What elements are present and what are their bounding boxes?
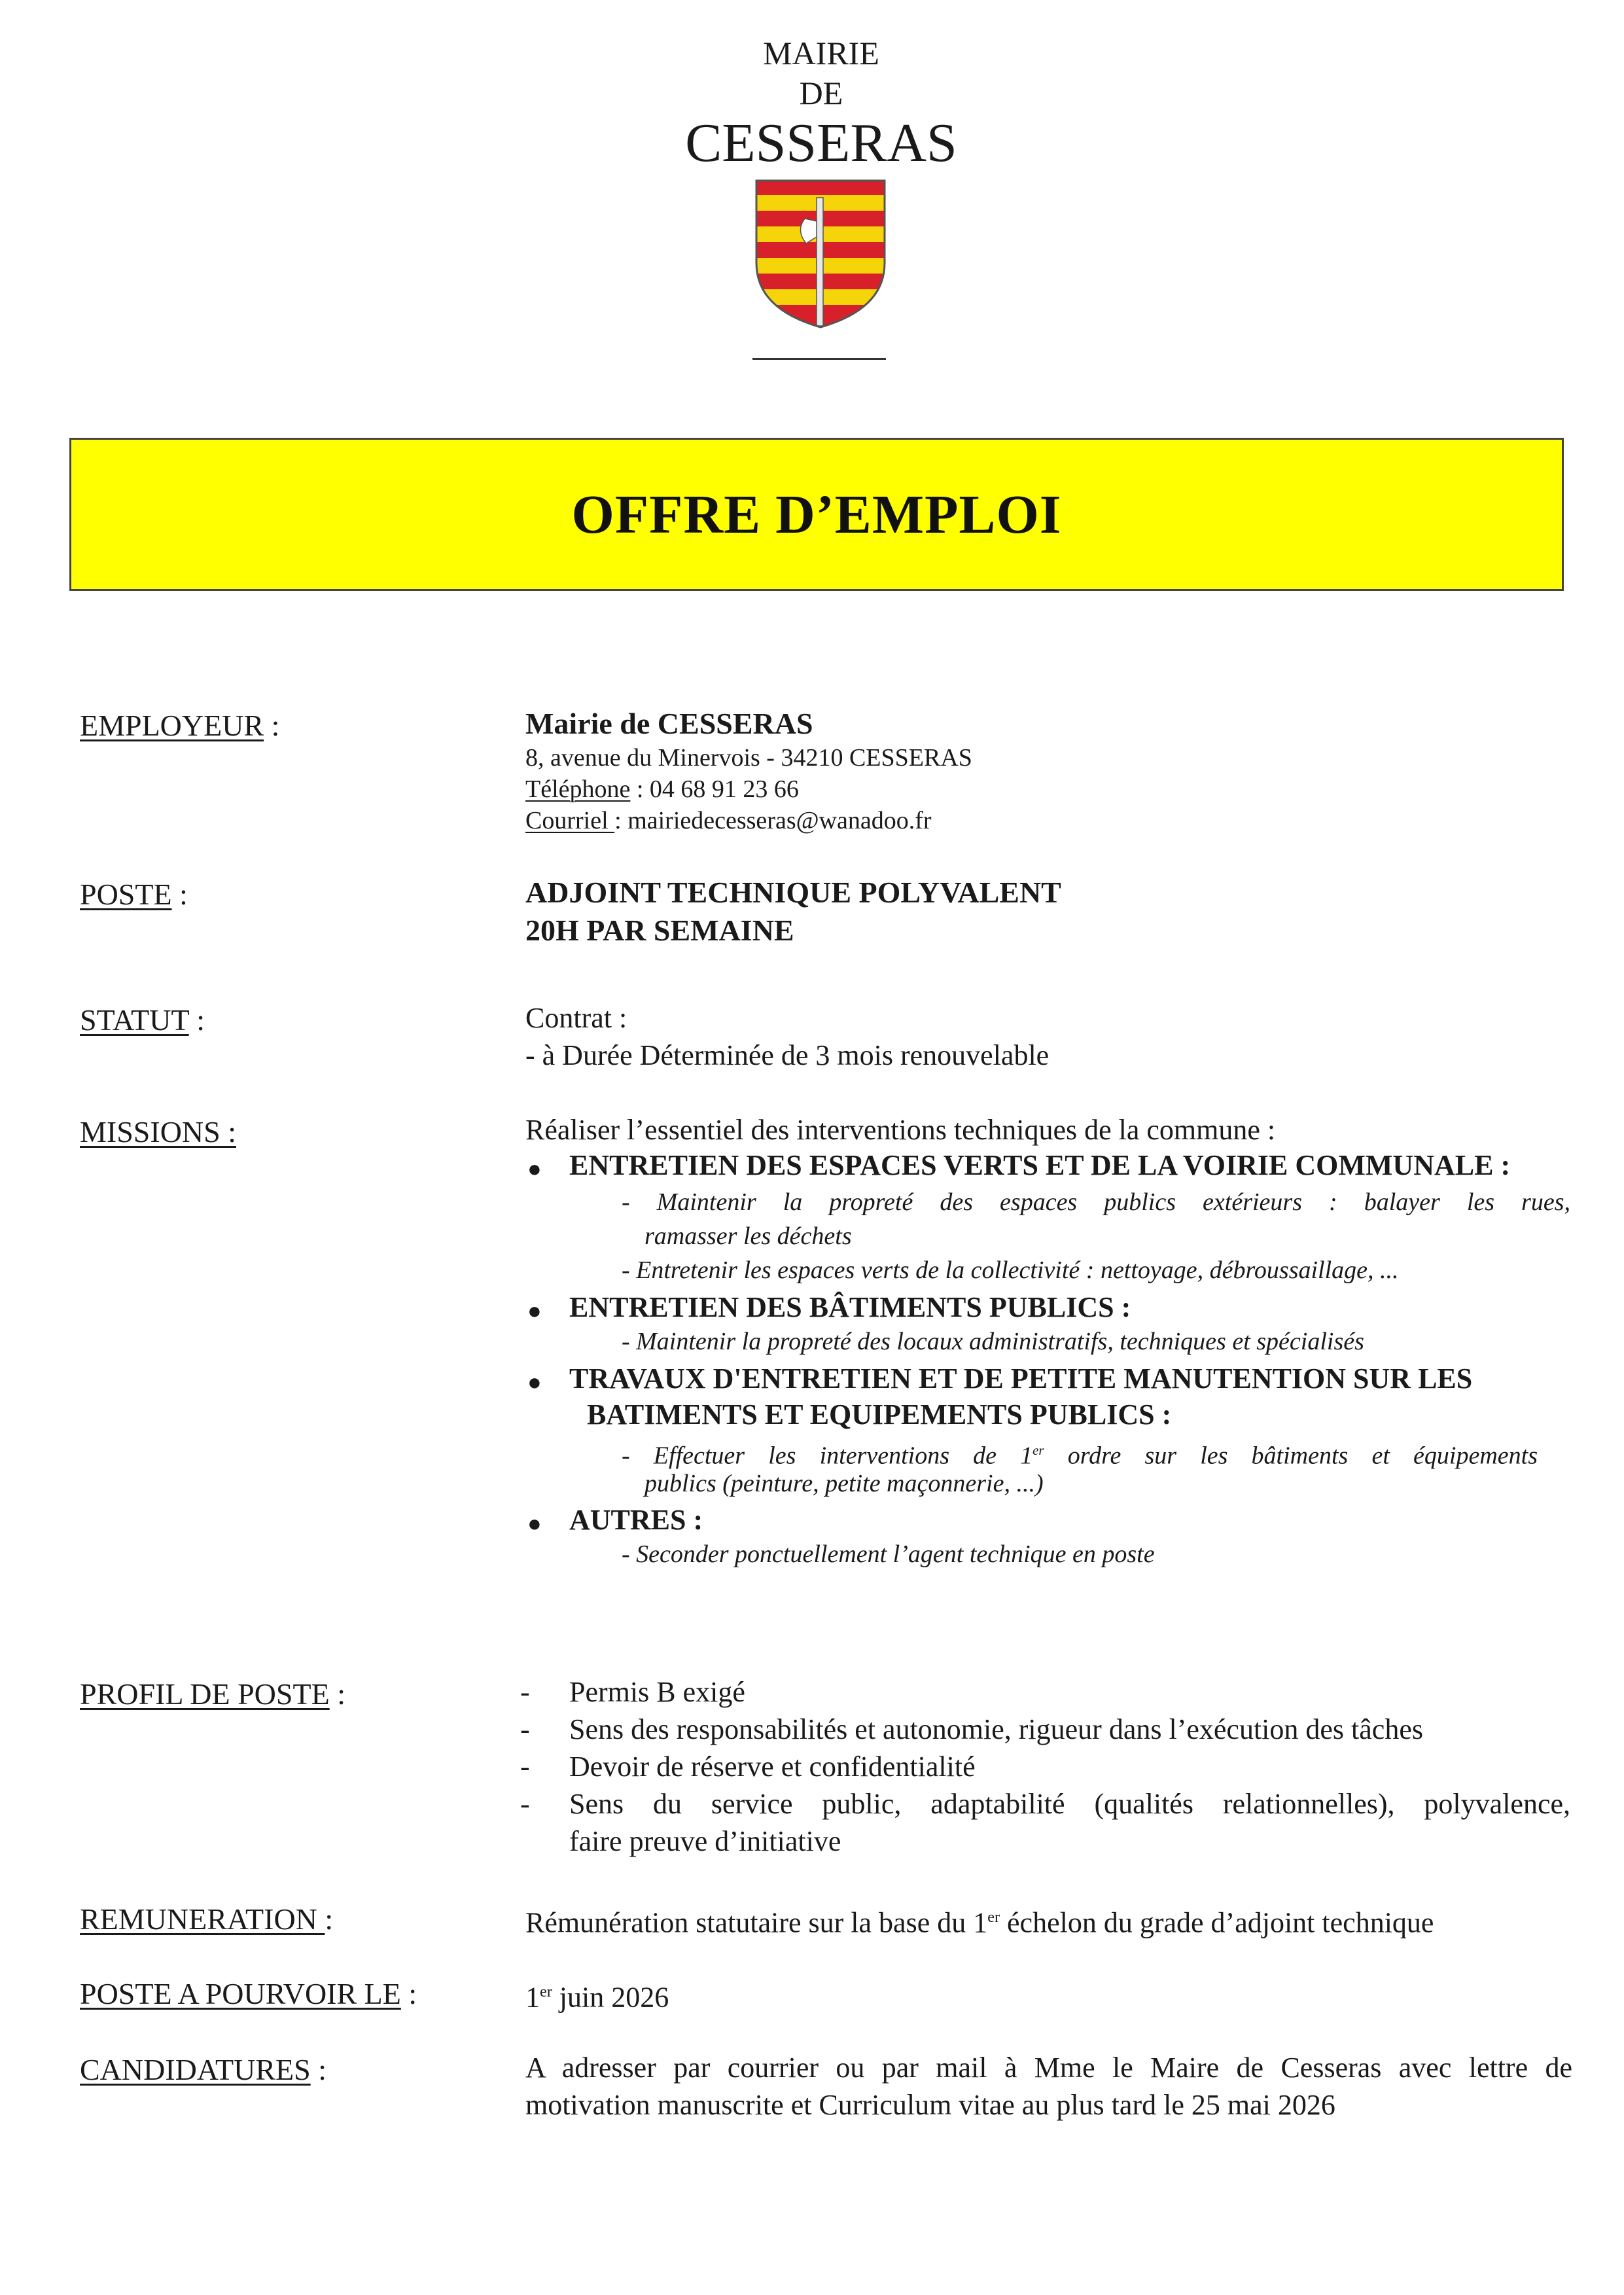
profil-item-1: Permis B exigé [569,1676,745,1708]
bullet-icon: ● [527,1298,542,1324]
coat-of-arms-icon [754,178,887,330]
bullet-icon: ● [527,1510,542,1537]
mission-1-title: ENTRETIEN DES ESPACES VERTS ET DE LA VOIRIE COMMUNALE : [569,1149,1511,1181]
label-statut: STATUT : [80,1003,205,1037]
label-pourvoir: POSTE A POURVOIR LE : [80,1977,417,2010]
label-remuneration: REMUNERATION : [80,1902,334,1936]
mission-1-detail-2: - Entretenir les espaces verts de la collectivité : nettoyage, débroussaillage, ... [622,1256,1399,1284]
profil-item-4-cont: faire preuve d’initiative [569,1825,841,1857]
mission-3-detail-1: - Effectuer les interventions de 1er ordre sur les bâtiments et équipements [622,1442,1538,1470]
label-employeur: EMPLOYEUR : [80,709,280,742]
bullet-icon: ● [527,1369,542,1395]
employer-name: Mairie de CESSERAS [525,707,813,740]
label-candidatures: CANDIDATURES : [80,2053,327,2086]
employer-email: Courriel : mairiedecesseras@wanadoo.fr [525,807,932,834]
mission-1-detail-1b: ramasser les déchets [644,1222,852,1250]
employer-address: 8, avenue du Minervois - 34210 CESSERAS [525,744,972,772]
mission-3-title-b: BATIMENTS ET EQUIPEMENTS PUBLICS : [587,1398,1172,1431]
header-divider [752,358,886,360]
employer-phone: Téléphone : 04 68 91 23 66 [525,775,799,803]
mission-4-title: AUTRES : [569,1504,703,1536]
statut-line2: - à Durée Déterminée de 3 mois renouvelable [525,1039,1050,1071]
mission-1-detail-1: - Maintenir la propreté des espaces publics extérieurs : balayer les rues, [622,1188,1570,1216]
candidatures-line1: A adresser par courrier ou par mail à Mme le Maire de Cesseras avec lettre de [525,2052,1572,2084]
label-missions: MISSIONS : [80,1115,237,1148]
mission-2-detail-1: - Maintenir la propreté des locaux administratifs, techniques et spécialisés [622,1328,1364,1355]
profil-item-2: Sens des responsabilités et autonomie, rigueur dans l’exécution des tâches [569,1713,1423,1745]
statut-line1: Contrat : [525,1002,627,1034]
header-mairie: MAIRIE [763,35,879,71]
poste-hours: 20H PAR SEMAINE [525,914,794,947]
candidatures-line2: motivation manuscrite et Curriculum vitae au plus tard le 25 mai 2026 [525,2089,1335,2121]
mission-4-detail-1: - Seconder ponctuellement l’agent technique en poste [622,1540,1155,1568]
header-commune: CESSERAS [685,113,957,173]
mission-2-title: ENTRETIEN DES BÂTIMENTS PUBLICS : [569,1291,1131,1323]
pourvoir-date: 1er juin 2026 [525,1981,669,2014]
mission-3-title-a: TRAVAUX D'ENTRETIEN ET DE PETITE MANUTENTION SUR LES [569,1362,1473,1395]
profil-item-3: Devoir de réserve et confidentialité [569,1751,976,1783]
mission-3-detail-1b: publics (peinture, petite maçonnerie, ...) [644,1470,1044,1497]
label-poste: POSTE : [80,878,188,911]
missions-intro: Réaliser l’essentiel des interventions techniques de la commune : [525,1114,1276,1146]
offer-title: OFFRE D’EMPLOI [571,484,1062,545]
poste-title: ADJOINT TECHNIQUE POLYVALENT [525,876,1061,909]
dash-marker: - [520,1676,530,1708]
dash-marker: - [520,1788,530,1820]
label-profil: PROFIL DE POSTE : [80,1677,345,1711]
profil-item-4: Sens du service public, adaptabilité (qualités relationnelles), polyvalence, [569,1788,1570,1820]
header-de: DE [799,75,843,111]
offer-banner [69,438,1564,591]
bullet-icon: ● [527,1156,542,1182]
remuneration-text: Rémunération statutaire sur la base du 1er échelon du grade d’adjoint technique [525,1906,1434,1939]
dash-marker: - [520,1713,530,1745]
dash-marker: - [520,1751,530,1783]
